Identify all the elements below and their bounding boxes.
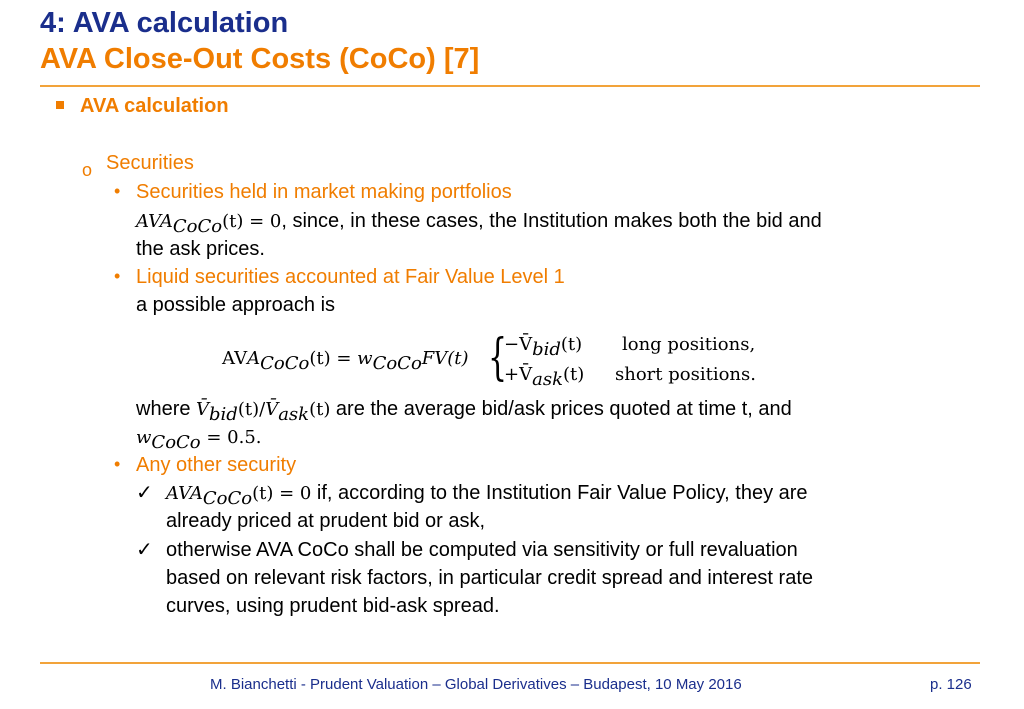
- market-making-label: Securities held in market making portfolios: [136, 181, 512, 203]
- market-making-text-2: the ask prices.: [136, 238, 265, 260]
- header-divider: [40, 85, 980, 87]
- page-number: p. 126: [930, 676, 972, 693]
- check2-text-1: otherwise AVA CoCo shall be computed via sensitivity or full revaluation: [166, 539, 798, 561]
- checkmark-icon: ✓: [136, 482, 153, 504]
- check1-text-2: already priced at prudent bid or ask,: [166, 510, 486, 532]
- footer-citation: M. Bianchetti - Prudent Valuation – Global Derivatives – Budapest, 10 May 2016: [210, 676, 742, 693]
- check2-text-2: based on relevant risk factors, in particular credit spread and interest rate: [166, 567, 813, 589]
- footer-divider: [40, 662, 980, 664]
- other-label: Any other security: [136, 454, 297, 476]
- dot-bullet-icon: •: [114, 454, 121, 474]
- securities-label: Securities: [106, 152, 194, 174]
- w-coco-text: $w_{CoCo} = 0.5$.: [136, 427, 262, 453]
- market-making-text: $AVA_{CoCo}(t) = 0$, since, in these cases, the Institution makes both the bid and: [136, 210, 822, 237]
- square-bullet-icon: [56, 101, 64, 109]
- page-title: 4: AVA calculation: [40, 7, 289, 39]
- section-heading: AVA calculation: [80, 95, 229, 117]
- check1-text: $AVA_{CoCo}(t) = 0$ if, according to the Institution Fair Value Policy, they are: [166, 482, 808, 509]
- circle-bullet-icon: o: [82, 160, 93, 180]
- where-text: where $V̄_{bid}(t)/V̄_{ask}(t)$ are the average bid/ask prices quoted at time t, and: [136, 398, 792, 425]
- formula-case-2: $+V̄_{ask}(t)$: [504, 364, 585, 390]
- formula-case-2-desc: short positions.: [615, 364, 756, 385]
- checkmark-icon: ✓: [136, 539, 153, 561]
- brace-icon: {: [488, 328, 508, 386]
- dot-bullet-icon: •: [114, 266, 121, 286]
- formula-case-1: $-V̄_{bid}(t)$: [504, 334, 583, 360]
- check2-text-3: curves, using prudent bid-ask spread.: [166, 595, 500, 617]
- dot-bullet-icon: •: [114, 181, 121, 201]
- formula-case-1-desc: long positions,: [622, 334, 756, 355]
- page-subtitle: AVA Close-Out Costs (CoCo) [7]: [40, 43, 480, 75]
- approach-text: a possible approach is: [136, 294, 336, 316]
- formula-lhs: $AVA_{CoCo}(t) = w_{CoCo}FV(t)$: [222, 348, 469, 374]
- liquid-label: Liquid securities accounted at Fair Value Level 1: [136, 266, 565, 288]
